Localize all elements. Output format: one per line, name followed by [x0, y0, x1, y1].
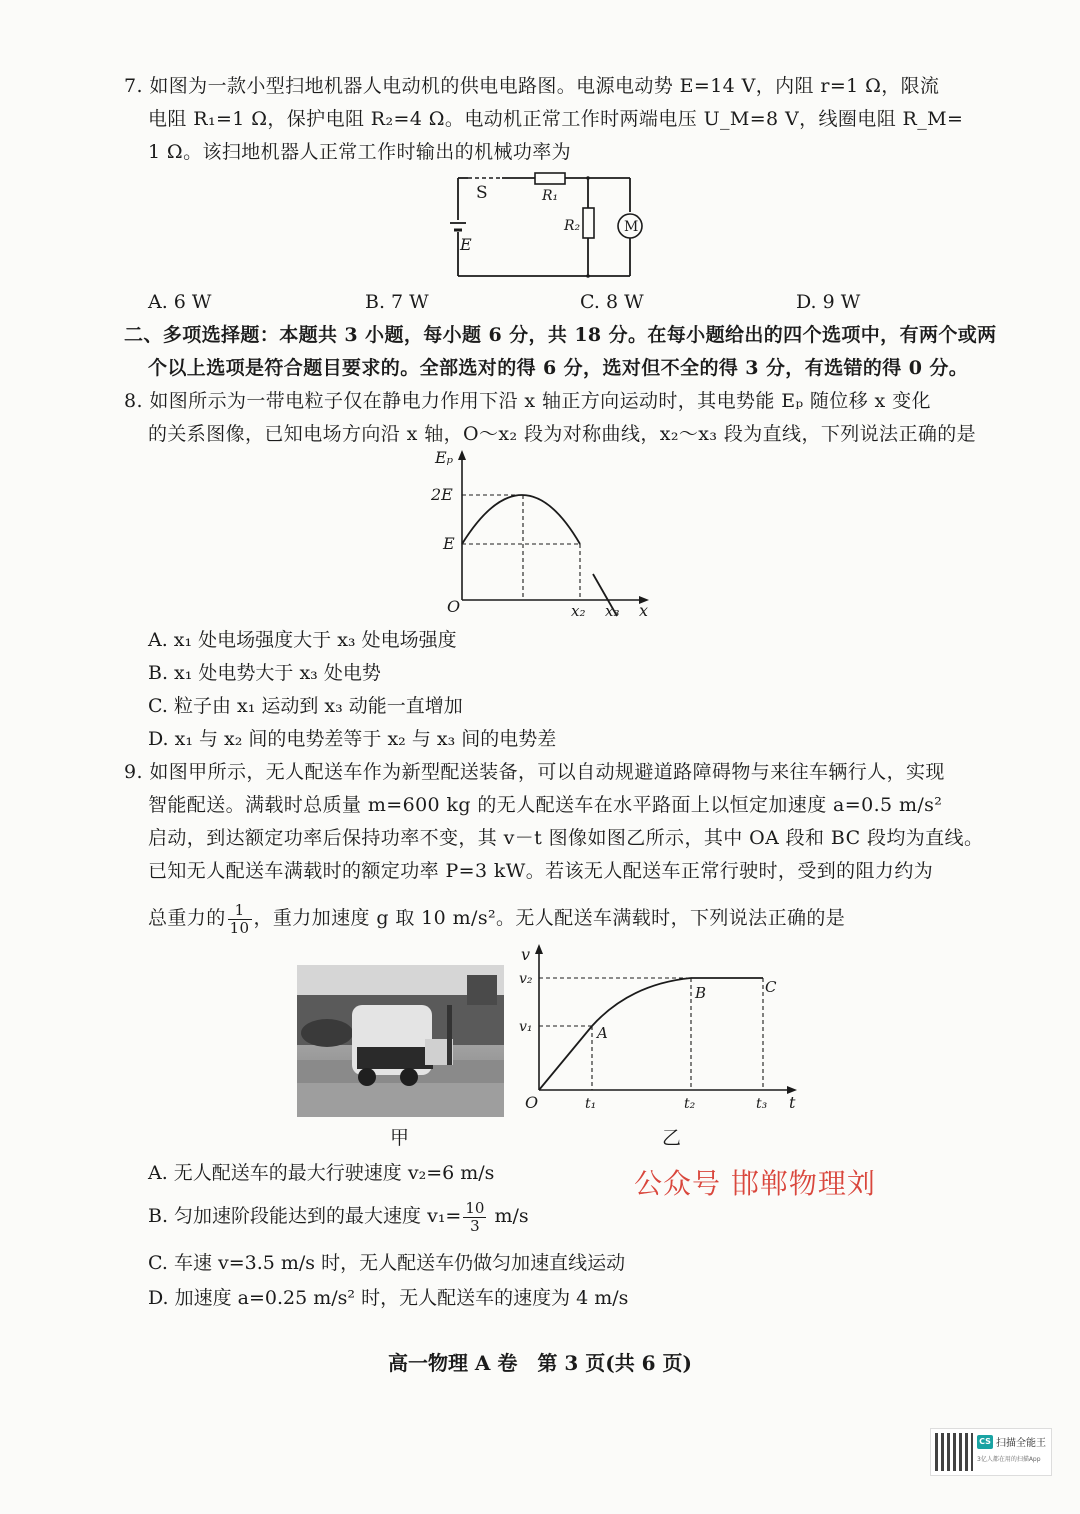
q9-v2-label: v₂: [519, 971, 533, 987]
q9-t3-label: t₃: [756, 1096, 768, 1112]
q9-point-c-label: C: [765, 978, 777, 996]
q9-graph-caption: 乙: [662, 1127, 682, 1149]
q9-x-axis-label: t: [789, 1093, 796, 1112]
q8-option-c: C. 粒子由 x₁ 运动到 x₃ 动能一直增加: [148, 695, 463, 717]
q9-origin-label: O: [525, 1093, 539, 1112]
q9-fraction-1-10: $\frac{1}{10}$: [229, 900, 250, 937]
q9-option-b-unit: m/s: [488, 1205, 529, 1227]
q9-line-5-start: 总重力的: [148, 907, 226, 929]
q7-source-label: E: [460, 235, 472, 254]
q9-v1-label: v₁: [519, 1019, 533, 1035]
q9-y-axis-label: v: [521, 945, 531, 964]
q8-y-axis-label: Eₚ: [435, 448, 454, 467]
q9-line-5: [148, 900, 845, 937]
scanner-app-subtitle: 3亿人都在用的扫描App: [977, 1456, 1041, 1463]
q9-line-5-end: ，重力加速度 g 取 10 m/s²。无人配送车满载时，下列说法正确的是: [253, 907, 846, 929]
q8-tick-2e: 2E: [431, 485, 453, 504]
q9-option-d: D. 加速度 a=0.25 m/s² 时，无人配送车的速度为 4 m/s: [148, 1287, 629, 1309]
q7-option-c: C. 8 W: [580, 291, 644, 313]
q9-line-3: 启动，到达额定功率后保持功率不变，其 v－t 图像如图乙所示，其中 OA 段和 BC 段均为直线。: [148, 827, 984, 849]
q7-line-2: 电阻 R₁=1 Ω，保护电阻 R₂=4 Ω。电动机正常工作时两端电压 U_M=8 V，线圈电阻 R_M=: [148, 108, 964, 130]
q7-circuit-diagram: [430, 168, 650, 286]
q7-option-a: A. 6 W: [148, 291, 212, 313]
q8-option-b: B. x₁ 处电势大于 x₃ 处电势: [148, 662, 381, 684]
q9-photo-caption: 甲: [390, 1127, 410, 1149]
q7-option-d: D. 9 W: [796, 291, 861, 313]
q7-line-3: 1 Ω。该扫地机器人正常工作时输出的机械功率为: [148, 141, 572, 163]
q9-t1-label: t₁: [585, 1096, 597, 1112]
q9-delivery-car-photo: [297, 965, 504, 1117]
q9-line-4: 已知无人配送车满载时的额定功率 P=3 kW。若该无人配送车正常行驶时，受到的阻力约为: [148, 860, 934, 882]
section2-line-1: 二、多项选择题：本题共 3 小题，每小题 6 分，共 18 分。在每小题给出的四个选项中，有两个或两: [124, 324, 997, 346]
q8-x-axis-label: x: [639, 601, 649, 620]
section2-line-2: 个以上选项是符合题目要求的。全部选对的得 6 分，选对但不全的得 3 分，有选错的得 0 分。: [148, 357, 969, 379]
q9-v-t-graph: [515, 940, 805, 1120]
q8-origin-label: O: [447, 597, 461, 616]
q8-ep-x-graph: [425, 448, 660, 623]
qr-code-icon: [935, 1433, 973, 1471]
q8-line-2: 的关系图像，已知电场方向沿 x 轴，O～x₂ 段为对称曲线，x₂～x₃ 段为直线，下列说法正确的是: [148, 423, 977, 445]
q7-switch-label: S: [476, 183, 488, 203]
q7-motor-label: M: [624, 219, 639, 235]
q7-line-1: 7. 如图为一款小型扫地机器人电动机的供电电路图。电源电动势 E=14 V，内阻 r=1 Ω，限流: [124, 75, 940, 97]
q9-option-c: C. 车速 v=3.5 m/s 时，无人配送车仍做匀加速直线运动: [148, 1252, 626, 1274]
q8-option-d: D. x₁ 与 x₂ 间的电势差等于 x₂ 与 x₃ 间的电势差: [148, 728, 557, 750]
scanner-app-name: 扫描全能王: [996, 1438, 1046, 1449]
q8-x3-label: x₃: [605, 602, 620, 620]
q9-t2-label: t₂: [684, 1096, 696, 1112]
q7-option-b: B. 7 W: [365, 291, 429, 313]
q9-point-a-label: A: [597, 1024, 608, 1042]
q9-line-1: 9. 如图甲所示，无人配送车作为新型配送装备，可以自动规避道路障碍物与来往车辆行人，实现: [124, 761, 945, 783]
q7-r1-label: R₁: [542, 188, 559, 204]
q9-option-b-start: B. 匀加速阶段能达到的最大速度 v₁=: [148, 1205, 462, 1227]
q8-option-a: A. x₁ 处电场强度大于 x₃ 处电场强度: [148, 629, 457, 651]
q8-line-1: 8. 如图所示为一带电粒子仅在静电力作用下沿 x 轴正方向运动时，其电势能 Eₚ 随位移 x 变化: [124, 390, 931, 412]
q9-line-2: 智能配送。满载时总质量 m=600 kg 的无人配送车在水平路面上以恒定加速度 a=0.5 m/s²: [148, 794, 943, 816]
q9-option-b: [148, 1196, 529, 1236]
q9-option-a: A. 无人配送车的最大行驶速度 v₂=6 m/s: [148, 1162, 495, 1184]
page-footer: 高一物理 A 卷 第 3 页(共 6 页): [387, 1351, 693, 1375]
q9-fraction-10-3: $\frac{10}{3}$: [465, 1198, 485, 1235]
q9-point-b-label: B: [695, 984, 707, 1002]
camscanner-logo-icon: CS: [977, 1435, 993, 1449]
q8-tick-e: E: [443, 534, 455, 553]
q8-x2-label: x₂: [571, 602, 586, 620]
watermark-text: 公众号 邯郸物理刘: [634, 1167, 876, 1200]
q7-r2-label: R₂: [564, 218, 581, 234]
scanner-watermark: [930, 1428, 1052, 1476]
